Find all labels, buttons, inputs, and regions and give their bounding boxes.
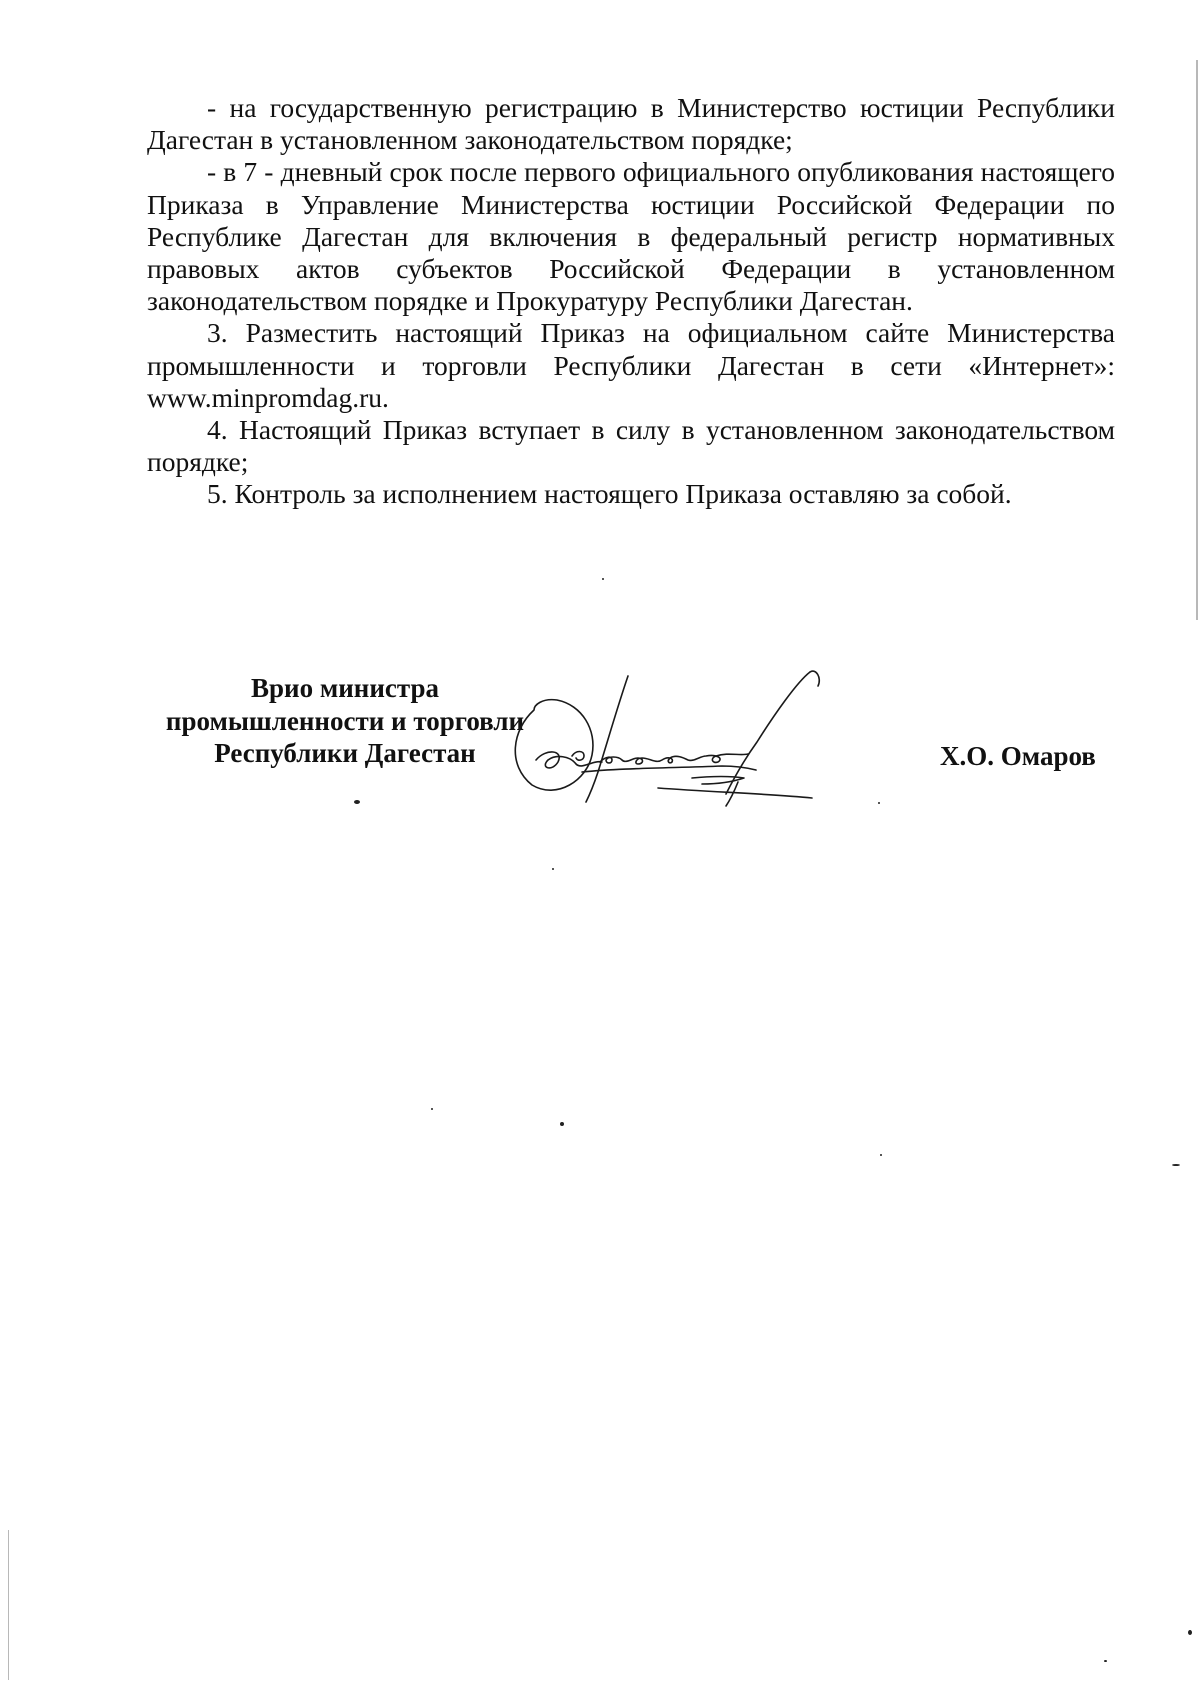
scan-speck (880, 1154, 882, 1156)
scan-edge-right (1196, 60, 1198, 620)
signatory-title-line2: промышленности и торговли (165, 705, 525, 736)
scan-speck (354, 800, 360, 804)
document-body (147, 92, 1115, 511)
scan-speck (1188, 1630, 1192, 1635)
paragraph-federal-register: - в 7 - дневный срок после первого официального опубликования настоящего Приказа в Управление Министерства юстиции Российской Федерации по Республике Дагестан для включения в федеральный регистр нормативных правовых актов субъектов Российской Федерации в установленном законодательством порядке и Прокуратуру Республики Дагестан. (147, 156, 1115, 317)
scan-speck (1172, 1164, 1180, 1166)
scan-speck (1104, 1660, 1107, 1662)
signatory-name: Х.О. Омаров (940, 741, 1096, 771)
scan-speck (602, 578, 604, 580)
paragraph-publish-site: 3. Разместить настоящий Приказ на официальном сайте Министерства промышленности и торговли Республики Дагестан в сети «Интернет»: www.minpromdag.ru. (147, 317, 1115, 413)
scan-speck (560, 1122, 564, 1126)
signatory-title (140, 672, 550, 770)
signatory-title-line1: Врио министра (251, 673, 439, 703)
handwritten-signature (512, 660, 892, 810)
scan-edge-left (8, 1530, 9, 1680)
scan-speck (431, 1108, 433, 1110)
paragraph-registration: - на государственную регистрацию в Министерство юстиции Республики Дагестан в установленном законодательством порядке; (147, 92, 1115, 156)
paragraph-control: 5. Контроль за исполнением настоящего Приказа оставляю за собой. (207, 478, 1012, 510)
scan-speck (552, 868, 554, 870)
paragraph-effective: 4. Настоящий Приказ вступает в силу в установленном законодательством порядке; (147, 414, 1115, 478)
signatory-title-line3: Республики Дагестан (214, 738, 476, 768)
scan-speck (878, 802, 880, 804)
